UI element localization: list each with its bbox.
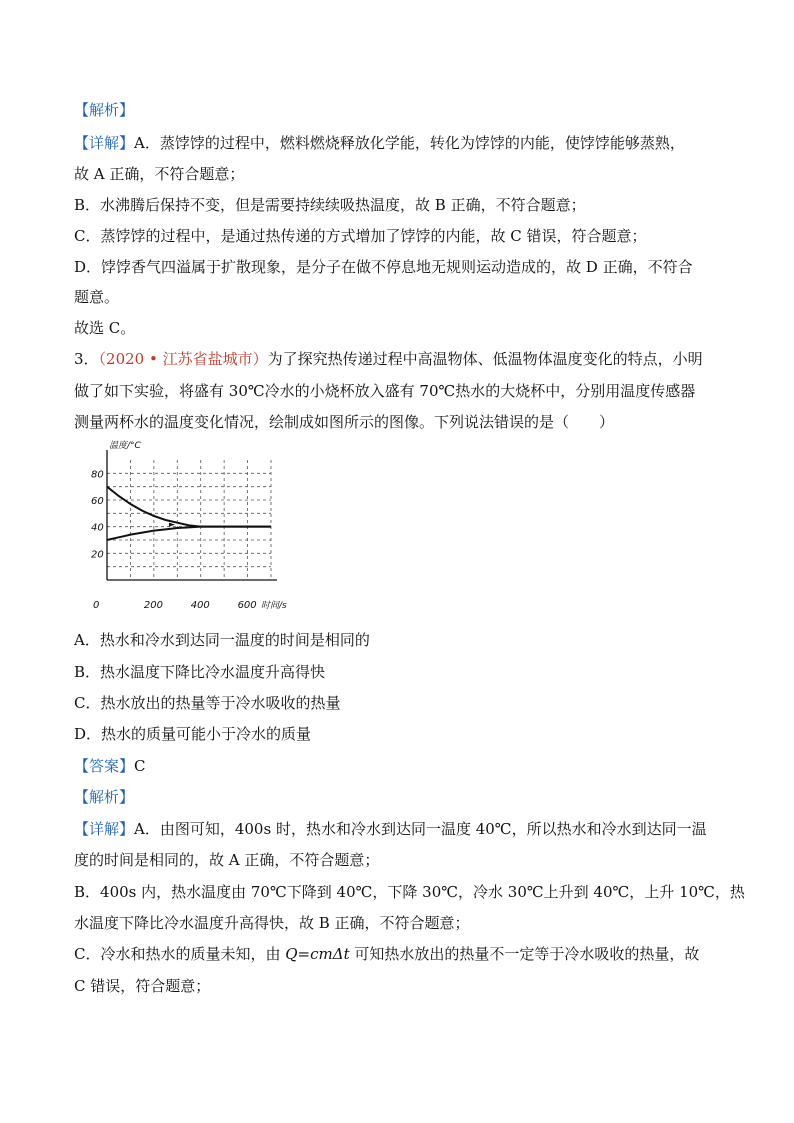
x-tick-label: 400 xyxy=(190,600,210,611)
analysis2-line-4: C．冷水和热水的质量未知，由 Q=cmΔt 可知热水放出的热量不一定等于冷水吸收的热量，故 xyxy=(74,945,700,963)
formula: Q=cmΔt xyxy=(285,945,350,963)
option-d: D．热水的质量可能小于冷水的质量 xyxy=(74,725,312,743)
analysis2-line-0: 【详解】A．由图可知，400s 时，热水和冷水到达同一温度 40℃，所以热水和冷水到达同一温 xyxy=(74,820,707,838)
analysis2-line-5: C 错误，符合题意； xyxy=(74,977,211,995)
analysis2-line-3: 水温度下降比冷水温度升高得快，故 B 正确，不符合题意； xyxy=(74,914,470,932)
y-tick-label: 80 xyxy=(91,469,104,481)
x-axis-label: 时间/s xyxy=(261,601,287,611)
y-tick-label: 20 xyxy=(91,549,104,561)
x-tick-label: 600 xyxy=(237,600,257,611)
analysis1-line-3: C．蒸饽饽的过程中，是通过热传递的方式增加了饽饽的内能，故 C 错误，符合题意； xyxy=(74,227,647,245)
analysis1-line-2: B．水沸腾后保持不变，但是需要持续续吸热温度，故 B 正确，不符合题意； xyxy=(74,196,586,214)
x-tick-label: 200 xyxy=(143,600,163,611)
chart-svg xyxy=(85,441,287,618)
analysis1-line-5: 题意。 xyxy=(74,288,120,306)
question-source: （2020 • 江苏省盐城市） xyxy=(98,350,268,368)
series-hot-water-line xyxy=(107,487,271,527)
answer-tag: 【答案】 xyxy=(74,757,135,775)
analysis1-line-4: D．饽饽香气四溢属于扩散现象，是分子在做不停息地无规则运动造成的，故 D 正确，不符合 xyxy=(74,258,693,276)
temperature-time-chart xyxy=(85,441,287,618)
question3-stem-line-1: 做了如下实验，将盛有 30℃冷水的小烧杯放入盛有 70℃热水的大烧杯中，分别用温度传感器 xyxy=(74,382,696,400)
analysis-header-1: 【解析】 xyxy=(74,101,135,119)
detail-tag-1: 【详解】 xyxy=(74,134,135,152)
analysis2-line-1: 度的时间是相同的，故 A 正确，不符合题意； xyxy=(74,851,380,869)
question-number: 3． xyxy=(74,350,99,368)
option-c: C．热水放出的热量等于冷水吸收的热量 xyxy=(74,694,341,712)
question3-stem-line-2: 测量两杯水的温度变化情况，绘制成如图所示的图像。下列说法错误的是（ ） xyxy=(74,413,615,431)
analysis1-line-0: 【详解】A．蒸饽饽的过程中，燃料燃烧释放化学能，转化为饽饽的内能，使饽饽能够蒸熟， xyxy=(74,134,685,152)
analysis1-line-1: 故 A 正确，不符合题意； xyxy=(74,165,245,183)
detail-tag-2: 【详解】 xyxy=(74,820,135,838)
option-b: B．热水温度下降比冷水温度升高得快 xyxy=(74,663,326,681)
analysis-header-2: 【解析】 xyxy=(74,788,135,806)
analysis2-line-2: B．400s 内，热水温度由 70℃下降到 40℃，下降 30℃，冷水 30℃上升到 40℃，上升 10℃，热 xyxy=(74,883,745,901)
y-tick-label: 40 xyxy=(91,522,104,534)
y-tick-label: 60 xyxy=(91,496,104,507)
analysis1-line-6: 故选 C。 xyxy=(74,319,136,337)
answer-line xyxy=(74,756,146,776)
x-tick-label: 0 xyxy=(93,600,100,611)
series-cold-water-line xyxy=(107,527,271,540)
y-axis-label: 温度/°C xyxy=(109,441,141,451)
question3-stem-line-0: 3．（2020 • 江苏省盐城市）为了探究热传递过程中高温物体、低温物体温度变化的特点，小明 xyxy=(74,350,703,368)
arrow-marker xyxy=(169,523,175,527)
answer-value: C xyxy=(134,757,146,775)
option-a: A．热水和冷水到达同一温度的时间是相同的 xyxy=(74,631,370,649)
